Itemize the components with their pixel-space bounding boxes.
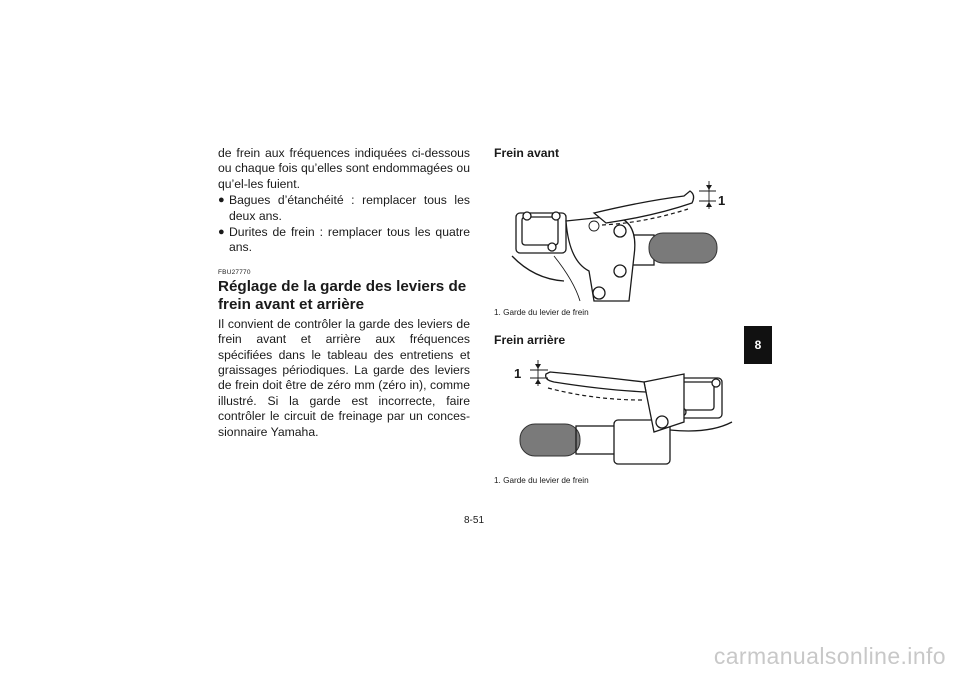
bullet-item: [218, 225, 470, 256]
bullet-text: Bagues d’étanchéité : remplacer tous les deux ans.: [229, 193, 470, 223]
front-brake-caption: 1. Garde du levier de frein: [494, 308, 589, 317]
front-callout-number: 1: [718, 193, 726, 208]
rear-brake-caption: 1. Garde du levier de frein: [494, 476, 589, 485]
rear-callout-number: 1: [514, 366, 522, 381]
page-number: 8-51: [464, 515, 485, 526]
section-body: Il convient de contrôler la garde des leviers de frein avant et arrière aux fréquences spécifiées dans le tableau des entretiens et graissages périodiques. La garde des leviers de frein doit être de zéro mm (zéro in), comme illustré. Si la garde est incorrecte, faire contrôler le circuit de freinage par un conces-sionnaire Yamaha.: [218, 316, 470, 439]
intro-paragraph: de frein aux fréquences indiquées ci-dessous ou chaque fois qu’elles sont endommagées ou qu’el-les fuient.: [218, 146, 470, 191]
watermark: carmanualsonline.info: [713, 643, 946, 669]
left-column: [218, 146, 470, 440]
front-brake-title: Frein avant: [494, 146, 560, 160]
right-column: [494, 146, 744, 486]
section-code: FBU27770: [218, 268, 251, 276]
bullet-icon: ●: [218, 194, 225, 207]
chapter-tab: 8: [744, 326, 772, 364]
rear-brake-title: Frein arrière: [494, 333, 566, 347]
bullet-text: Durites de frein : remplacer tous les quatre ans.: [229, 225, 470, 255]
front-brake-illustration: [494, 161, 744, 306]
bullet-item: [218, 193, 470, 224]
bullet-icon: ●: [218, 226, 225, 239]
rear-brake-illustration: [494, 352, 744, 474]
section-heading: Réglage de la garde des leviers de frein avant et arrière: [218, 277, 467, 313]
